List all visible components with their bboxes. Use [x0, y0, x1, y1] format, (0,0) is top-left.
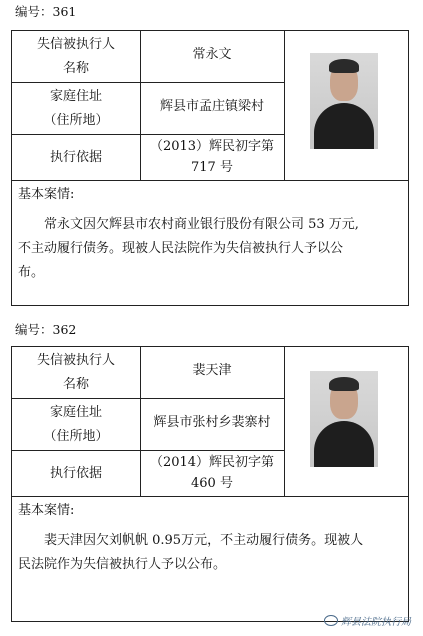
watermark-text: 辉县法院执行局 [341, 617, 411, 628]
watermark [324, 613, 411, 628]
address-value: 辉县市张村乡裴寨村 [153, 415, 271, 430]
case-description: 常永文因欠辉县市农村商业银行股份有限公司 53 万元, [44, 217, 359, 232]
divider [284, 31, 285, 181]
address-label: 家庭住址 （住所地） [43, 405, 109, 444]
case-title: 基本案情: [18, 503, 75, 518]
basis-value: （2014）辉民初字第 460 号 [149, 455, 275, 491]
person-name: 常永文 [192, 47, 232, 62]
person-name: 裴天津 [192, 363, 232, 378]
address-value: 辉县市孟庄镇梁村 [159, 99, 264, 114]
person-photo [310, 371, 378, 467]
person-photo [310, 53, 378, 149]
name-label: 失信被执行人 名称 [36, 37, 115, 76]
wechat-icon [324, 615, 338, 626]
case-description: 裴天津因欠刘帆帆 0.95万元，不主动履行债务。现被人 [44, 533, 364, 548]
record-card [11, 30, 409, 306]
divider [284, 347, 285, 497]
entry-number: 编号：362 [15, 322, 77, 337]
basis-label: 执行依据 [49, 150, 102, 165]
case-description: 民法院作为失信被执行人予以公布。 [18, 557, 227, 572]
case-description: 不主动履行债务。现被人民法院作为失信被执行人予以公 布。 [18, 241, 344, 280]
basis-label: 执行依据 [49, 466, 102, 481]
case-title: 基本案情: [18, 187, 75, 202]
record-card [11, 346, 409, 622]
name-label: 失信被执行人 名称 [36, 353, 115, 392]
entry-number: 编号：361 [15, 4, 77, 19]
address-label: 家庭住址 （住所地） [43, 89, 109, 128]
basis-value: （2013）辉民初字第 717 号 [149, 139, 275, 175]
